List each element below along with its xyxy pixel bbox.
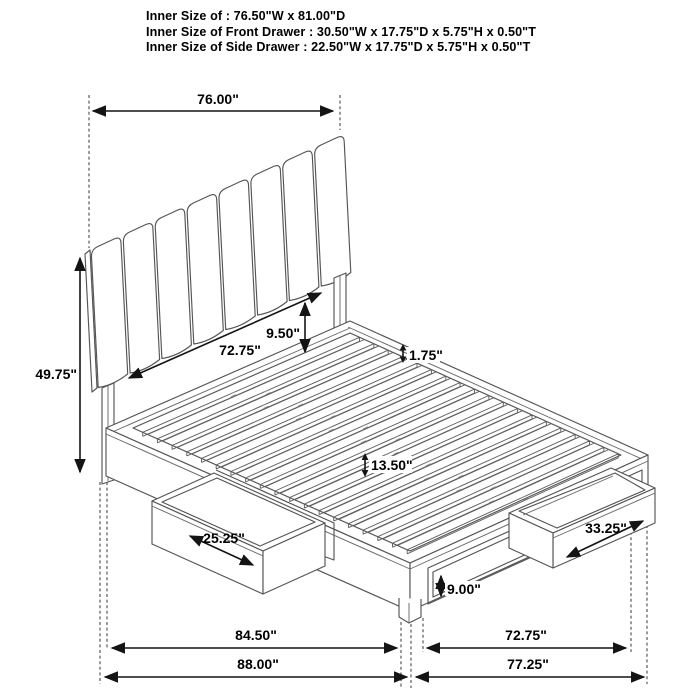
spec-line-side-drawer: Inner Size of Side Drawer : 22.50"W x 17.75"D x 5.75"H x 0.50"T xyxy=(146,40,531,55)
headboard-panel xyxy=(219,180,255,329)
headboard-panel xyxy=(123,224,159,373)
headboard-panel xyxy=(187,195,223,344)
dim-label-front-drawer-width: 33.25" xyxy=(585,520,627,536)
headboard-panel xyxy=(283,151,319,300)
dim-label-overall-length: 88.00" xyxy=(237,656,279,672)
headboard-panel xyxy=(91,238,127,387)
spec-line-front-drawer: Inner Size of Front Drawer : 30.50"W x 17.75"D x 5.75"H x 0.50"T xyxy=(146,24,537,39)
dim-headboard-width xyxy=(93,91,333,111)
dim-label-drawer-height: 9.00" xyxy=(447,581,481,597)
dim-label-overall-width: 77.25" xyxy=(507,656,549,672)
headboard-panel xyxy=(251,166,287,315)
dim-label-rail-inner-length: 84.50" xyxy=(235,627,277,643)
dim-label-slat-support-spacing: 13.50" xyxy=(371,457,413,473)
dim-rail-inner-length xyxy=(112,627,397,648)
headboard-panel xyxy=(155,209,191,358)
dim-headboard-height xyxy=(35,258,80,472)
dim-overall-width xyxy=(416,656,644,677)
dim-overall-length xyxy=(105,656,407,677)
dim-label-headboard-panel-width: 72.75" xyxy=(219,342,261,358)
dim-foot-inner-width xyxy=(427,627,626,648)
headboard-panel xyxy=(315,137,351,286)
dim-label-headboard-height: 49.75" xyxy=(35,366,77,382)
spec-line-overall: Inner Size of : 76.50"W x 81.00"D xyxy=(146,9,346,23)
dim-label-headboard-deck-gap: 9.50" xyxy=(266,325,300,341)
dim-label-slat-thickness: 1.75" xyxy=(409,347,443,363)
dim-label-headboard-width: 76.00" xyxy=(197,91,239,107)
foot-left-leg xyxy=(399,598,421,623)
dim-label-foot-inner-width: 72.75" xyxy=(505,627,547,643)
dim-label-side-drawer-width: 25.25" xyxy=(203,530,245,546)
